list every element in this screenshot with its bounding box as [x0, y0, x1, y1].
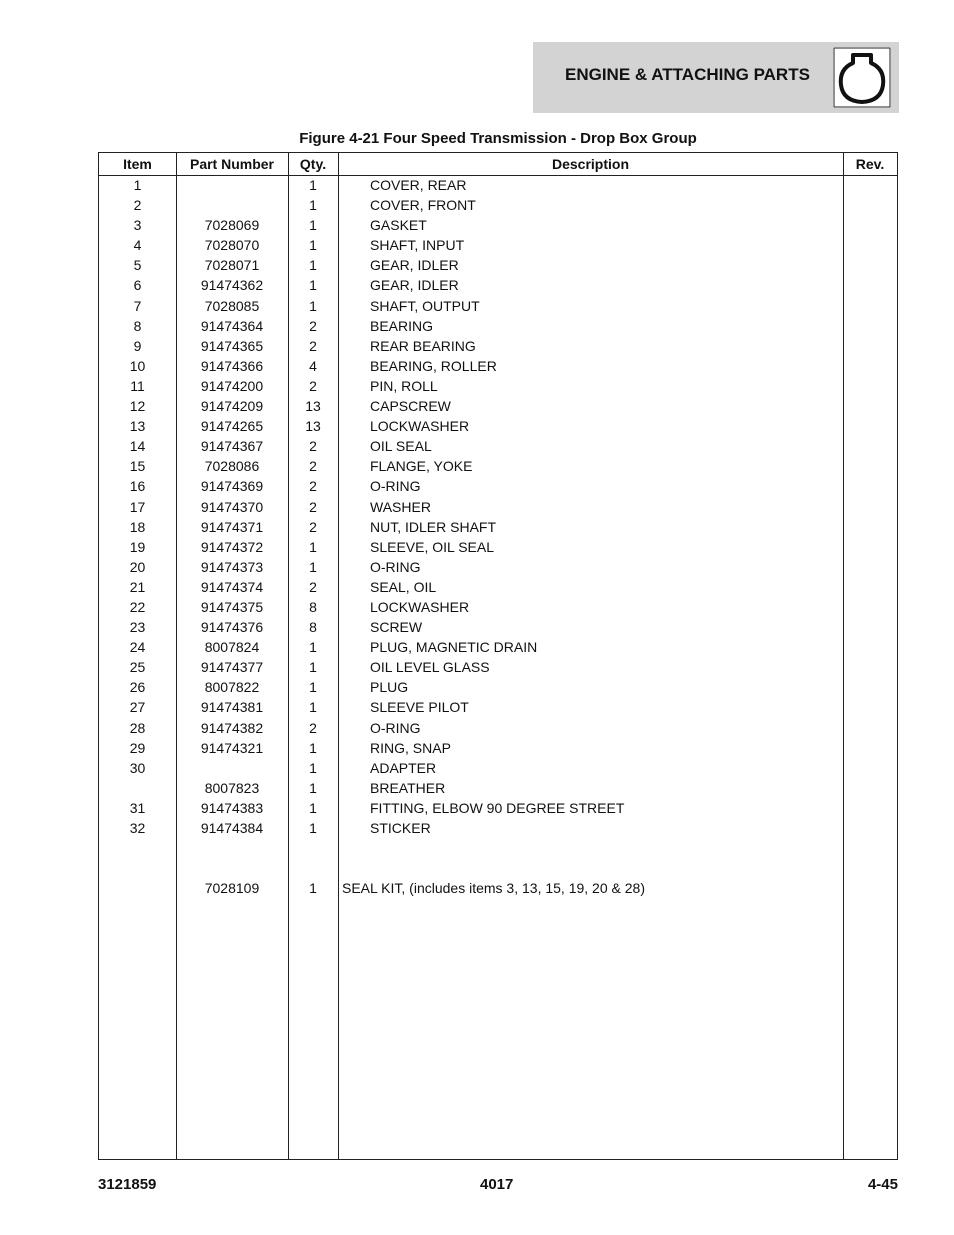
- cell-part-number: 7028070: [204, 237, 260, 254]
- cell-item: 4: [133, 237, 142, 254]
- cell-part-number: 8007822: [204, 679, 260, 696]
- cell-part-number: 91474369: [200, 478, 264, 495]
- cell-item: 15: [129, 458, 146, 475]
- cell-description: SHAFT, INPUT: [370, 237, 465, 254]
- figure-title: Figure 4-21 Four Speed Transmission - Drop Box Group: [299, 130, 697, 147]
- cell-qty: 1: [309, 639, 317, 656]
- cell-description: SHAFT, OUTPUT: [370, 297, 480, 314]
- cell-qty: 2: [309, 578, 317, 595]
- cell-description: O-RING: [370, 558, 421, 575]
- cell-qty: 1: [309, 297, 317, 314]
- cell-part-number: 91474382: [200, 719, 264, 736]
- cell-part-number: 91474364: [200, 317, 264, 334]
- cell-item: 22: [129, 598, 146, 615]
- table-row: [99, 396, 897, 416]
- cell-description: STICKER: [370, 820, 431, 836]
- table-row: [99, 617, 897, 637]
- cell-description: GEAR, IDLER: [370, 277, 459, 294]
- table-row: [99, 316, 897, 336]
- table-row: [99, 557, 897, 577]
- cell-qty: 1: [309, 759, 317, 776]
- cell-qty: 1: [309, 820, 317, 836]
- cell-qty: 1: [309, 880, 317, 897]
- cell-item: 12: [129, 398, 146, 415]
- cell-qty: 4: [309, 357, 317, 374]
- cell-description: NUT, IDLER SHAFT: [370, 518, 497, 535]
- table-row: [99, 456, 897, 476]
- cell-qty: 2: [309, 458, 317, 475]
- cell-description: SLEEVE PILOT: [370, 699, 469, 716]
- table-row: [99, 416, 897, 436]
- column-header-description: Description: [551, 156, 629, 172]
- cell-qty: 1: [309, 538, 317, 555]
- cell-part-number: 7028069: [204, 217, 260, 234]
- footer-model: 4017: [480, 1176, 514, 1193]
- cell-item: 14: [129, 438, 146, 455]
- cell-qty: 13: [305, 398, 321, 415]
- footer-doc-number: 3121859: [98, 1176, 157, 1193]
- cell-qty: 1: [309, 558, 317, 575]
- cell-qty: 1: [309, 699, 317, 716]
- table-row: [99, 718, 897, 738]
- cell-description: WASHER: [370, 498, 431, 515]
- cell-description: REAR BEARING: [370, 337, 476, 354]
- cell-qty: 13: [305, 418, 321, 435]
- table-row: [99, 537, 897, 557]
- cell-part-number: 7028085: [204, 297, 260, 314]
- cell-item: 2: [133, 197, 142, 214]
- cell-item: 31: [129, 799, 146, 816]
- cell-item: 5: [133, 257, 142, 274]
- cell-description: OIL SEAL: [370, 438, 432, 455]
- table-row: [99, 356, 897, 376]
- cell-part-number: 91474372: [200, 538, 264, 555]
- table-row: [99, 577, 897, 597]
- cell-qty: 1: [309, 237, 317, 254]
- cell-part-number: 91474366: [200, 357, 264, 374]
- cell-qty: 2: [309, 438, 317, 455]
- cell-part-number: 91474374: [200, 578, 264, 595]
- cell-description: PIN, ROLL: [370, 377, 438, 394]
- cell-part-number: 91474367: [200, 438, 264, 455]
- cell-qty: 1: [309, 679, 317, 696]
- table-row: [99, 697, 897, 717]
- cell-description: RING, SNAP: [370, 739, 451, 756]
- table-row: [99, 758, 897, 778]
- cell-description: CAPSCREW: [370, 398, 451, 415]
- section-header: [533, 42, 899, 113]
- table-row: [99, 275, 897, 295]
- cell-item: 32: [129, 820, 146, 836]
- cell-qty: 1: [309, 197, 317, 214]
- cell-part-number: 8007824: [204, 639, 260, 656]
- cell-part-number: 91474365: [200, 337, 264, 354]
- cell-item: 18: [129, 518, 146, 535]
- cell-description: COVER, REAR: [370, 177, 467, 193]
- cell-item: 6: [133, 277, 142, 294]
- table-row: [99, 195, 897, 215]
- cell-qty: 1: [309, 799, 317, 816]
- cell-description: BEARING, ROLLER: [370, 357, 497, 374]
- cell-description: ADAPTER: [370, 759, 437, 776]
- cell-description: COVER, FRONT: [370, 197, 476, 214]
- cell-part-number: 91474200: [200, 377, 264, 394]
- column-header-part-number: Part Number: [189, 156, 275, 172]
- cell-part-number: 91474265: [200, 418, 264, 435]
- table-row: [99, 778, 897, 798]
- cell-description: O-RING: [370, 719, 421, 736]
- cell-part-number: 7028071: [204, 257, 260, 274]
- cell-qty: 2: [309, 518, 317, 535]
- table-body: [99, 175, 897, 898]
- cell-description: SLEEVE, OIL SEAL: [370, 538, 494, 555]
- table-row: [99, 215, 897, 235]
- cell-part-number: 91474383: [200, 799, 264, 816]
- cell-qty: 1: [309, 217, 317, 234]
- table-row: [99, 517, 897, 537]
- cell-item: 26: [129, 679, 146, 696]
- engine-icon: [833, 47, 891, 108]
- column-header-rev: Rev.: [855, 156, 885, 172]
- cell-item: 21: [129, 578, 146, 595]
- cell-item: 20: [129, 558, 146, 575]
- table-row: [99, 175, 897, 195]
- table-row: [99, 476, 897, 496]
- cell-description: SEAL, OIL: [370, 578, 437, 595]
- cell-part-number: 8007823: [204, 779, 260, 796]
- parts-table: [98, 152, 898, 1160]
- cell-item: 19: [129, 538, 146, 555]
- table-row: [99, 818, 897, 838]
- cell-description: FITTING, ELBOW 90 DEGREE STREET: [370, 799, 625, 816]
- cell-part-number: 91474377: [200, 659, 264, 676]
- table-row: [99, 838, 897, 858]
- cell-description: SEAL KIT, (includes items 3, 13, 15, 19, 20 & 28): [342, 880, 645, 897]
- table-row: [99, 677, 897, 697]
- column-header-item: Item: [123, 156, 152, 172]
- cell-description: LOCKWASHER: [370, 598, 470, 615]
- table-row: [99, 657, 897, 677]
- cell-qty: 1: [309, 277, 317, 294]
- cell-part-number: 7028109: [204, 880, 260, 897]
- cell-qty: 2: [309, 478, 317, 495]
- cell-description: PLUG, MAGNETIC DRAIN: [370, 639, 538, 656]
- cell-qty: 2: [309, 377, 317, 394]
- cell-description: BREATHER: [370, 779, 446, 796]
- cell-item: 3: [133, 217, 142, 234]
- table-row: [99, 336, 897, 356]
- cell-item: 24: [129, 639, 146, 656]
- cell-part-number: 7028086: [204, 458, 260, 475]
- cell-part-number: 91474321: [200, 739, 264, 756]
- cell-item: 9: [133, 337, 142, 354]
- cell-item: 11: [130, 377, 145, 394]
- cell-qty: 8: [309, 598, 317, 615]
- cell-description: FLANGE, YOKE: [370, 458, 473, 475]
- table-row: [99, 597, 897, 617]
- footer-page-number: 4-45: [867, 1176, 898, 1193]
- table-row: [99, 235, 897, 255]
- cell-item: 7: [133, 297, 142, 314]
- cell-qty: 1: [309, 739, 317, 756]
- table-row: [99, 798, 897, 818]
- cell-item: 17: [129, 498, 146, 515]
- table-row: [99, 436, 897, 456]
- table-row: [99, 878, 897, 898]
- cell-item: 27: [129, 699, 146, 716]
- cell-item: 13: [129, 418, 146, 435]
- cell-description: SCREW: [370, 619, 423, 636]
- cell-item: 28: [129, 719, 146, 736]
- cell-description: GASKET: [370, 217, 427, 234]
- cell-item: 29: [129, 739, 146, 756]
- table-row: [99, 637, 897, 657]
- cell-item: 10: [129, 357, 146, 374]
- cell-part-number: 91474381: [200, 699, 264, 716]
- cell-description: GEAR, IDLER: [370, 257, 459, 274]
- cell-item: 23: [129, 619, 146, 636]
- table-row: [99, 738, 897, 758]
- cell-description: OIL LEVEL GLASS: [370, 659, 490, 676]
- cell-item: 8: [133, 317, 142, 334]
- section-title: ENGINE & ATTACHING PARTS: [565, 65, 810, 84]
- table-row: [99, 497, 897, 517]
- cell-qty: 2: [309, 498, 317, 515]
- cell-item: 1: [133, 177, 142, 193]
- cell-qty: 1: [309, 779, 317, 796]
- cell-part-number: 91474370: [200, 498, 264, 515]
- cell-description: O-RING: [370, 478, 421, 495]
- cell-part-number: 91474371: [200, 518, 264, 535]
- cell-description: BEARING: [370, 317, 434, 334]
- cell-part-number: 91474362: [200, 277, 264, 294]
- cell-part-number: 91474376: [200, 619, 264, 636]
- table-row: [99, 376, 897, 396]
- cell-qty: 8: [309, 619, 317, 636]
- cell-qty: 1: [309, 257, 317, 274]
- cell-qty: 1: [309, 177, 317, 193]
- cell-description: PLUG: [370, 679, 409, 696]
- cell-qty: 2: [309, 337, 317, 354]
- table-row: [99, 255, 897, 275]
- cell-description: LOCKWASHER: [370, 418, 470, 435]
- cell-qty: 2: [309, 317, 317, 334]
- cell-item: 16: [129, 478, 146, 495]
- cell-part-number: 91474373: [200, 558, 264, 575]
- cell-item: 25: [129, 659, 146, 676]
- cell-qty: 1: [309, 659, 317, 676]
- column-header-qty: Qty.: [299, 156, 327, 172]
- cell-part-number: 91474384: [200, 820, 264, 836]
- cell-qty: 2: [309, 719, 317, 736]
- cell-part-number: 91474375: [200, 598, 264, 615]
- table-row: [99, 858, 897, 878]
- table-row: [99, 296, 897, 316]
- cell-part-number: 91474209: [200, 398, 264, 415]
- cell-item: 30: [129, 759, 146, 776]
